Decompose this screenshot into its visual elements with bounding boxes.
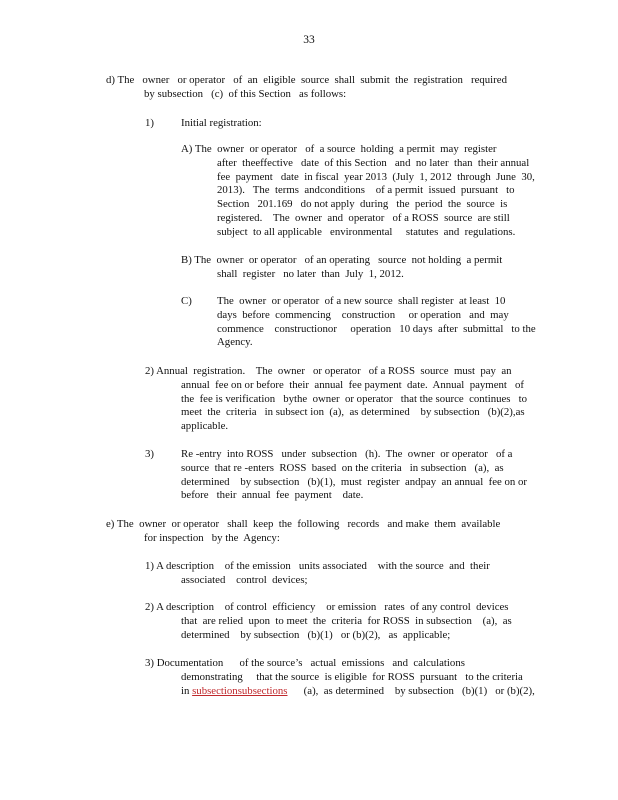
item-3-line-2: source that re -enters ROSS based on the criteria in subsection (a), as xyxy=(181,461,504,474)
item-1-A-line-6: registered. The owner and operator of a ROSS source are still xyxy=(217,211,510,224)
item-2-annual-registration xyxy=(145,365,541,434)
e-item-1-line-2: associated control devices; xyxy=(181,573,308,586)
e-item-2-line-3: determined by subsection (b)(1) or (b)(2), as applicable; xyxy=(181,628,451,641)
item-1-label: 1) xyxy=(145,117,154,129)
section-d-line-1: d) The owner or operator of an eligible source shall submit the registration required xyxy=(106,74,507,86)
e-item-2-line-1: 2) A description of control efficiency or emission rates of any control devices xyxy=(145,601,509,613)
e-item-1-line-1: 1) A description of the emission units associated with the source and their xyxy=(145,560,490,572)
e-item-3-line-3 xyxy=(145,685,541,699)
item-1-A-line-2: after theeffective date of this Section and no later than their annual xyxy=(217,156,530,169)
section-e-line-2: for inspection by the Agency: xyxy=(144,531,280,544)
item-1-B-line-2: shall register no later than July 1, 2012. xyxy=(217,267,404,280)
item-1-A-line-5: Section 201.169 do not apply during the period the source is xyxy=(217,198,508,211)
item-1-A-line-3: fee payment date in fiscal year 2013 (July 1, 2012 through June 30, xyxy=(217,170,535,183)
item-2-line-3: the fee is verification bythe owner or operator that the source continues to xyxy=(181,392,527,405)
item-3-label: 3) xyxy=(145,448,154,460)
item-2-line-4: meet the criteria in subsect ion (a), as determined by subsection (b)(2),as xyxy=(181,406,525,419)
item-1-C-line-1: The owner or operator of a new source shall register at least 10 xyxy=(217,295,506,307)
e-item-2-line-2: that are relied upon to meet the criteria for ROSS in subsection (a), as xyxy=(181,614,512,627)
section-d-line-2: by subsection (c) of this Section as follows: xyxy=(144,87,347,100)
item-1-B xyxy=(181,254,537,282)
e-item-3-line-1: 3) Documentation of the source’s actual emissions and calculations xyxy=(145,657,465,669)
e-item-1 xyxy=(145,560,535,588)
item-2-line-2: annual fee on or before their annual fee payment date. Annual payment of xyxy=(181,378,524,391)
item-1-C xyxy=(217,295,537,350)
item-1-A-line-7: subject to all applicable environmental statutes and regulations. xyxy=(217,225,516,238)
item-2-line-1: 2) Annual registration. The owner or operator of a ROSS source must pay an xyxy=(145,365,512,377)
page-number: 33 xyxy=(303,34,315,46)
e-item-3-line-3-suffix: (a), as determined by subsection (b)(1) or (b)(2), xyxy=(287,684,535,697)
item-1-A-line-4: 2013). The terms andconditions of a permit issued pursuant to xyxy=(217,184,515,197)
item-1-C-line-4: Agency. xyxy=(217,336,253,349)
section-e-intro xyxy=(106,518,526,546)
item-3-reentry xyxy=(181,448,541,503)
item-3-line-1: Re -entry into ROSS under subsection (h). The owner or operator of a xyxy=(181,448,513,460)
item-2-line-5: applicable. xyxy=(181,420,229,433)
item-1-C-line-3: commence constructionor operation 10 days after submittal to the xyxy=(217,322,536,335)
item-1-C-label: C) xyxy=(181,295,192,307)
item-3-line-4: before their annual fee payment date. xyxy=(181,489,364,502)
e-item-2 xyxy=(145,601,541,642)
item-1-title: Initial registration: xyxy=(181,117,262,129)
item-1-A xyxy=(181,143,537,240)
e-item-3 xyxy=(145,657,541,698)
item-3-line-3: determined by subsection (b)(1), must register andpay an annual fee on or xyxy=(181,475,527,488)
section-e-line-1: e) The owner or operator shall keep the following records and make them available xyxy=(106,518,501,530)
e-item-3-line-3-prefix: in xyxy=(181,684,193,697)
e-item-3-line-2: demonstrating that the source is eligible for ROSS pursuant to the criteria xyxy=(181,670,523,683)
section-d-intro xyxy=(106,74,526,102)
item-1-B-line-1: B) The owner or operator of an operating source not holding a permit xyxy=(181,254,503,266)
item-1-A-line-1: A) The owner or operator of a source holding a permit may register xyxy=(181,143,497,155)
item-1-C-line-2: days before commencing construction or operation and may xyxy=(217,308,509,321)
redline-insertion: subsectionsubsections xyxy=(192,684,288,697)
